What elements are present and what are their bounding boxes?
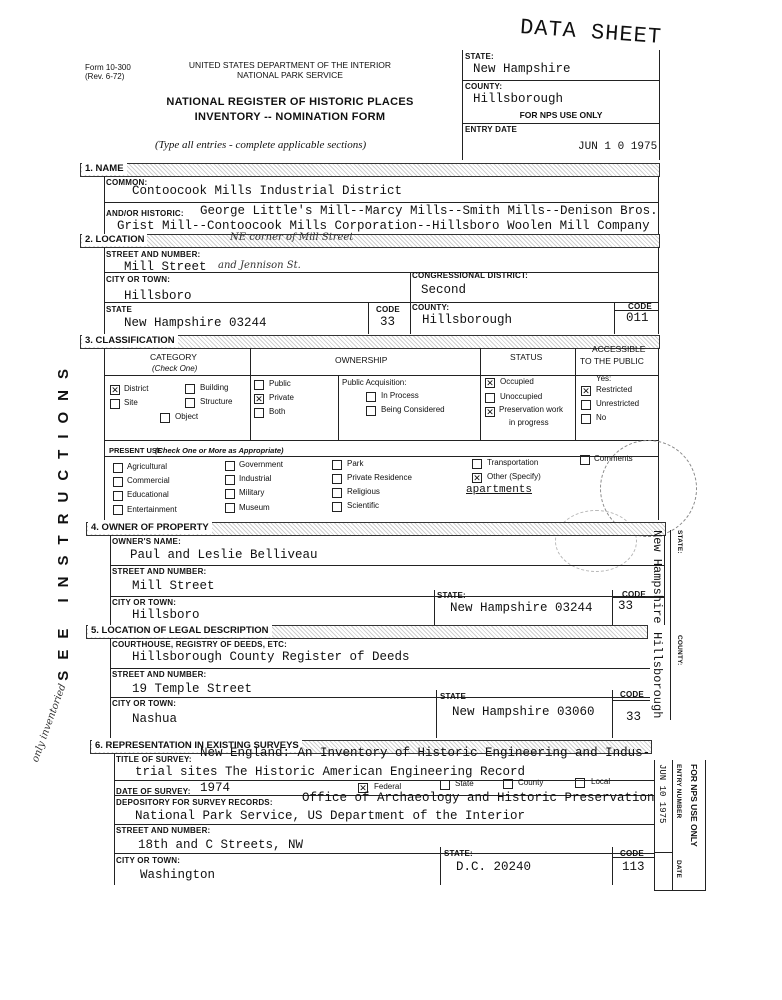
entertainment-label: Entertainment (127, 505, 177, 514)
legal-street: 19 Temple Street (132, 682, 253, 696)
survey-title-line1: New England: An Inventory of Historic Engineering and Indus- (200, 746, 651, 760)
received-stamp-faint (555, 510, 637, 572)
side-state-value: New Hampshire (473, 62, 571, 76)
ownership-header: OWNERSHIP (335, 355, 388, 365)
courthouse-label: COURTHOUSE, REGISTRY OF DEEDS, ETC: (112, 640, 288, 649)
survey-state: D.C. 20240 (456, 860, 532, 874)
being-considered-checkbox[interactable] (366, 406, 376, 416)
unrestricted-label: Unrestricted (596, 399, 640, 408)
private-label: Private (269, 393, 294, 402)
location-city: Hillsboro (124, 289, 192, 303)
code2-label: CODE (628, 302, 652, 311)
owner-city: Hillsboro (132, 608, 200, 622)
survey-date: 1974 (200, 781, 231, 795)
building-label: Building (200, 383, 229, 392)
section-1-title: 1. NAME (82, 163, 127, 175)
nps-use-only: FOR NPS USE ONLY (519, 110, 603, 120)
military-checkbox[interactable] (225, 489, 235, 499)
unrestricted-checkbox[interactable] (581, 400, 591, 410)
entertainment-checkbox[interactable] (113, 505, 123, 515)
data-sheet-handwritten: DATA SHEET (519, 15, 663, 50)
location-county-code: 011 (626, 311, 649, 325)
building-checkbox[interactable] (185, 384, 195, 394)
owner-street-label: STREET AND NUMBER: (112, 567, 207, 576)
commercial-label: Commercial (127, 476, 170, 485)
accessible-header2: TO THE PUBLIC (580, 356, 644, 366)
county-label: COUNTY: (412, 303, 450, 312)
religious-label: Religious (347, 487, 380, 496)
scientific-checkbox[interactable] (332, 502, 342, 512)
depository-line2: National Park Service, US Department of the Interior (135, 809, 526, 823)
government-label: Government (239, 460, 284, 469)
legal-state: New Hampshire 03060 (452, 705, 595, 719)
county-survey-label: County (518, 778, 544, 787)
local-checkbox[interactable] (575, 778, 585, 788)
historic-name-line1: George Little's Mill--Marcy Mills--Smith Mills--Denison Bros. (200, 204, 658, 218)
public-checkbox[interactable] (254, 380, 264, 390)
side-date-stamp: JUN 10 1975 (657, 764, 667, 824)
side-state-label: STATE: (676, 530, 683, 554)
section-1-bar (80, 163, 660, 177)
site-label: Site (124, 398, 138, 407)
religious-checkbox[interactable] (332, 488, 342, 498)
military-label: Military (239, 488, 265, 497)
survey-date-label: DATE OF SURVEY: (116, 787, 191, 796)
agency-header: UNITED STATES DEPARTMENT OF THE INTERIOR NATIONAL PARK SERVICE (188, 60, 392, 80)
congressional-district: Second (421, 283, 467, 297)
agricultural-checkbox[interactable] (113, 463, 123, 473)
legal-code: 33 (626, 710, 642, 724)
survey-code-label: CODE (620, 849, 644, 858)
unoccupied-checkbox[interactable] (485, 393, 495, 403)
public-label: Public (269, 379, 291, 388)
survey-street: 18th and C Streets, NW (138, 838, 304, 852)
park-label: Park (347, 459, 364, 468)
location-street: Mill Street (124, 260, 207, 274)
educational-label: Educational (127, 490, 169, 499)
museum-label: Museum (239, 503, 270, 512)
instructions-note: (Type all entries - complete applicable sections) (155, 139, 367, 151)
owner-city-label: CITY OR TOWN: (112, 598, 177, 607)
depository-line1: Office of Archaeology and Historic Preservation (302, 791, 655, 805)
being-considered-label: Being Considered (381, 405, 445, 414)
side-date-label: DATE (675, 860, 682, 879)
owner-code-label: CODE (622, 590, 646, 599)
preservation-label: Preservation work (499, 405, 564, 414)
object-checkbox[interactable] (160, 413, 170, 423)
both-label: Both (269, 407, 286, 416)
owner-name: Paul and Leslie Belliveau (130, 548, 318, 562)
state-survey-label: State (455, 779, 474, 788)
historic-name-line2: Grist Mill--Contoocook Mills Corporation--Hillsboro Woolen Mill Company (117, 219, 650, 233)
state-label: STATE (106, 305, 133, 314)
historic-label: AND/OR HISTORIC: (106, 209, 184, 218)
private-residence-label: Private Residence (347, 473, 412, 482)
street-label: STREET AND NUMBER: (106, 250, 201, 259)
nps-side-box (654, 760, 706, 891)
survey-code: 113 (622, 860, 645, 874)
park-checkbox[interactable] (332, 460, 342, 470)
owner-state-label: STATE: (437, 591, 466, 600)
other-label: Other (Specify) (487, 472, 541, 481)
survey-city-label: CITY OR TOWN: (116, 856, 181, 865)
owner-street: Mill Street (132, 579, 215, 593)
agricultural-label: Agricultural (127, 462, 168, 471)
other-checkbox[interactable]: ✕ (473, 473, 481, 483)
common-label: COMMON: (106, 178, 148, 187)
nps-state-box: STATE: New Hampshire COUNTY: Hillsborough FOR NPS USE ONLY ENTRY DATE JUN 1 0 1975 (462, 50, 660, 160)
owner-state: New Hampshire 03244 (450, 601, 593, 615)
section-4-title: 4. OWNER OF PROPERTY (88, 522, 212, 534)
transportation-label: Transportation (487, 458, 539, 467)
congressional-label: CONGRESSIONAL DISTRICT: (412, 271, 529, 280)
margin-handwritten-note: only inventoried (30, 682, 69, 764)
public-acquisition-label: Public Acquisition: (342, 378, 407, 387)
no-label: No (596, 413, 607, 422)
street-handwritten-note: and Jennison St. (218, 260, 301, 271)
section-5-title: 5. LOCATION OF LEGAL DESCRIPTION (88, 625, 272, 637)
object-label: Object (175, 412, 199, 421)
commercial-checkbox[interactable] (113, 477, 123, 487)
common-name: Contoocook Mills Industrial District (132, 184, 403, 198)
in-process-label: In Process (381, 391, 419, 400)
local-survey-label: Local (591, 777, 611, 786)
side-entry-number: ENTRY NUMBER (675, 764, 682, 819)
county-checkbox[interactable] (503, 779, 513, 789)
private-checkbox[interactable]: ✕ (255, 394, 263, 404)
educational-checkbox[interactable] (113, 491, 123, 501)
in-process-checkbox[interactable] (366, 392, 376, 402)
museum-checkbox[interactable] (225, 503, 235, 513)
structure-checkbox[interactable] (185, 398, 195, 408)
legal-code-label: CODE (620, 690, 644, 699)
location-state: New Hampshire 03244 (124, 316, 267, 330)
category-header: CATEGORY (150, 352, 197, 362)
survey-title-label: TITLE OF SURVEY: (116, 755, 192, 764)
government-checkbox[interactable] (225, 461, 235, 471)
location-county: Hillsborough (422, 313, 513, 327)
legal-city-label: CITY OR TOWN: (112, 699, 177, 708)
section-6-title: 6. REPRESENTATION IN EXISTING SURVEYS (92, 740, 302, 752)
preservation-label2: in progress (509, 418, 549, 427)
accessible-header: ACCESSIBLE (592, 344, 646, 354)
site-checkbox[interactable] (110, 399, 120, 409)
side-county-value: Hillsborough (473, 92, 564, 106)
state-checkbox[interactable] (440, 780, 450, 790)
scientific-label: Scientific (347, 501, 380, 510)
federal-checkbox[interactable]: ✕ (359, 783, 367, 793)
yes-label: Yes: (596, 374, 612, 383)
survey-city: Washington (140, 868, 216, 882)
depository-label: DEPOSITORY FOR SURVEY RECORDS: (116, 798, 273, 807)
owner-code: 33 (618, 599, 634, 613)
category-sub: (Check One) (152, 364, 198, 373)
form-number: Form 10-300 (Rev. 6-72) (85, 63, 131, 81)
side-nps-use-only: FOR NPS USE ONLY (689, 764, 699, 847)
industrial-label: Industrial (239, 474, 272, 483)
code-label: CODE (376, 305, 400, 314)
unoccupied-label: Unoccupied (500, 392, 543, 401)
city-label: CITY OR TOWN: (106, 275, 171, 284)
see-instructions: SEE INSTRUCTIONS (55, 358, 72, 681)
no-checkbox[interactable] (581, 414, 591, 424)
federal-label: Federal (374, 782, 402, 791)
side-county-label: COUNTY: (676, 635, 683, 666)
courthouse-value: Hillsborough County Register of Deeds (132, 650, 410, 664)
section-3-title: 3. CLASSIFICATION (82, 335, 178, 347)
structure-label: Structure (200, 397, 233, 406)
survey-street-label: STREET AND NUMBER: (116, 826, 211, 835)
side-state-vertical: New Hampshire (650, 530, 664, 624)
survey-state-label: STATE: (444, 849, 473, 858)
legal-state-label: STATE (440, 692, 467, 701)
preservation-checkbox[interactable]: ✕ (486, 407, 494, 417)
form-title: NATIONAL REGISTER OF HISTORIC PLACES INVENTORY -- NOMINATION FORM (166, 96, 414, 123)
comments-checkbox[interactable] (580, 455, 590, 465)
legal-city: Nashua (132, 712, 178, 726)
entry-date-stamp: JUN 1 0 1975 (578, 141, 658, 153)
restricted-label: Restricted (596, 385, 633, 394)
private-residence-checkbox[interactable] (332, 474, 342, 484)
survey-title-line2: trial sites The Historic American Engineering Record (135, 765, 526, 779)
occupied-checkbox[interactable]: ✕ (486, 378, 494, 388)
restricted-checkbox[interactable]: ✕ (582, 386, 590, 396)
present-use-sub: (Check One or More as Appropriate) (155, 446, 284, 455)
location-handwritten-note: NE corner of Mill Street (230, 232, 354, 243)
district-label: District (124, 384, 149, 393)
present-use-label: PRESENT USE (109, 446, 162, 455)
owner-name-label: OWNER'S NAME: (112, 537, 181, 546)
comments-label: Comments (594, 454, 633, 463)
transportation-checkbox[interactable] (472, 459, 482, 469)
section-2-title: 2. LOCATION (82, 234, 147, 246)
location-state-code: 33 (380, 315, 396, 329)
section-2-bar (80, 234, 660, 248)
legal-street-label: STREET AND NUMBER: (112, 670, 207, 679)
occupied-label: Occupied (500, 377, 534, 386)
industrial-checkbox[interactable] (225, 475, 235, 485)
other-specify-value: apartments (466, 484, 533, 496)
district-checkbox[interactable]: ✕ (111, 385, 119, 395)
both-checkbox[interactable] (254, 408, 264, 418)
status-header: STATUS (510, 352, 543, 362)
side-county-vertical: Hillsborough (650, 632, 664, 719)
